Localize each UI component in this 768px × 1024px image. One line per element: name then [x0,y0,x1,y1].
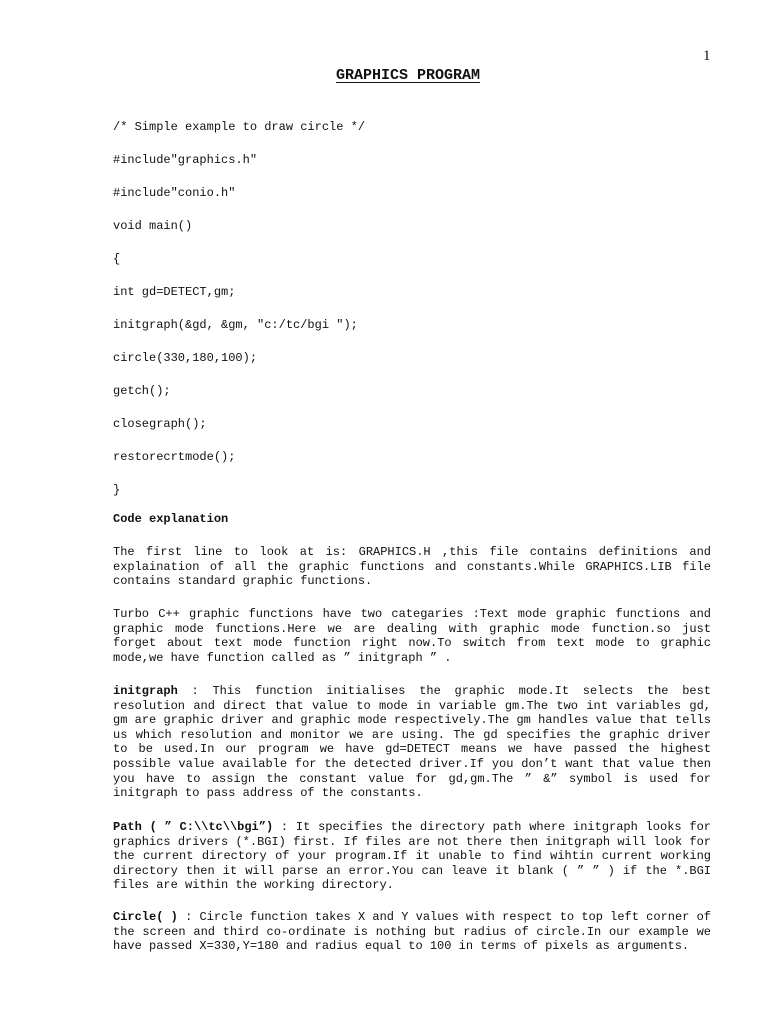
paragraph-path-text: : It specifies the directory path where initgraph looks for graphics drivers (*.BGI) first. If files are not there then initgraph will look for the current directory of your program.If it unable to find wihtin current working directory then it will parse an error.You can leave it blank ( ” ” ) if the *.BGI files are within the working directory. [113,820,711,893]
code-listing [113,120,713,516]
code-line-close-brace: } [113,483,121,497]
term-path: Path ( ” C:\\tc\\bgi”) [113,820,274,834]
code-line-closegraph: closegraph(); [113,417,207,431]
code-line-open-brace: { [113,252,121,266]
section-heading: Code explanation [113,512,229,526]
paragraph-graphics-h: The first line to look at is: GRAPHICS.H ,this file contains definitions and explaination of all the graphic functions and constants.While GRAPHICS.LIB file contains standard graphic functions. [113,545,711,589]
code-line-comment: /* Simple example to draw circle */ [113,120,366,134]
code-line-circle: circle(330,180,100); [113,351,258,365]
paragraph-circle [113,910,711,954]
paragraph-initgraph-text: : This function initialises the graphic mode.It selects the best resolution and direct that value to mode in variable gm.The two int variables gd, gm are graphic driver and graphic mode respectively.The gm handles value that tells us which resolution and monitor we are using. The gd specifies the graphic driver to be used.In our program we have gd=DETECT means we have passed the highest possible value available for the detected driver.If you don’t want that value then you have to assign the constant value for gd,gm.The ” &” symbol is used for initgraph to pass address of the constants. [113,684,711,801]
paragraph-initgraph [113,684,711,801]
paragraph-circle-text: : Circle function takes X and Y values with respect to top left corner of the screen and third co-ordinate is nothing but radius of circle.In our example we have passed X=330,Y=180 and radius equal to 100 in terms of pixels as arguments. [113,910,712,954]
term-initgraph: initgraph [113,684,178,698]
page-number: 1 [703,48,711,64]
code-line-include-conio: #include"conio.h" [113,186,236,200]
term-circle: Circle( ) [113,910,178,924]
paragraph-turbo-c: Turbo C++ graphic functions have two categaries :Text mode graphic functions and graphic mode functions.Here we are dealing with graphic mode function.so just forget about text mode function right now.To switch from text mode to graphic mode,we have function called as ” initgraph ” . [113,607,711,665]
code-line-main: void main() [113,219,193,233]
code-line-restorecrtmode: restorecrtmode(); [113,450,236,464]
code-line-include-graphics: #include"graphics.h" [113,153,258,167]
code-line-declaration: int gd=DETECT,gm; [113,285,236,299]
page-title: GRAPHICS PROGRAM [335,67,481,84]
code-line-initgraph: initgraph(&gd, &gm, "c:/tc/bgi "); [113,318,358,332]
paragraph-path [113,820,711,893]
code-line-getch: getch(); [113,384,171,398]
